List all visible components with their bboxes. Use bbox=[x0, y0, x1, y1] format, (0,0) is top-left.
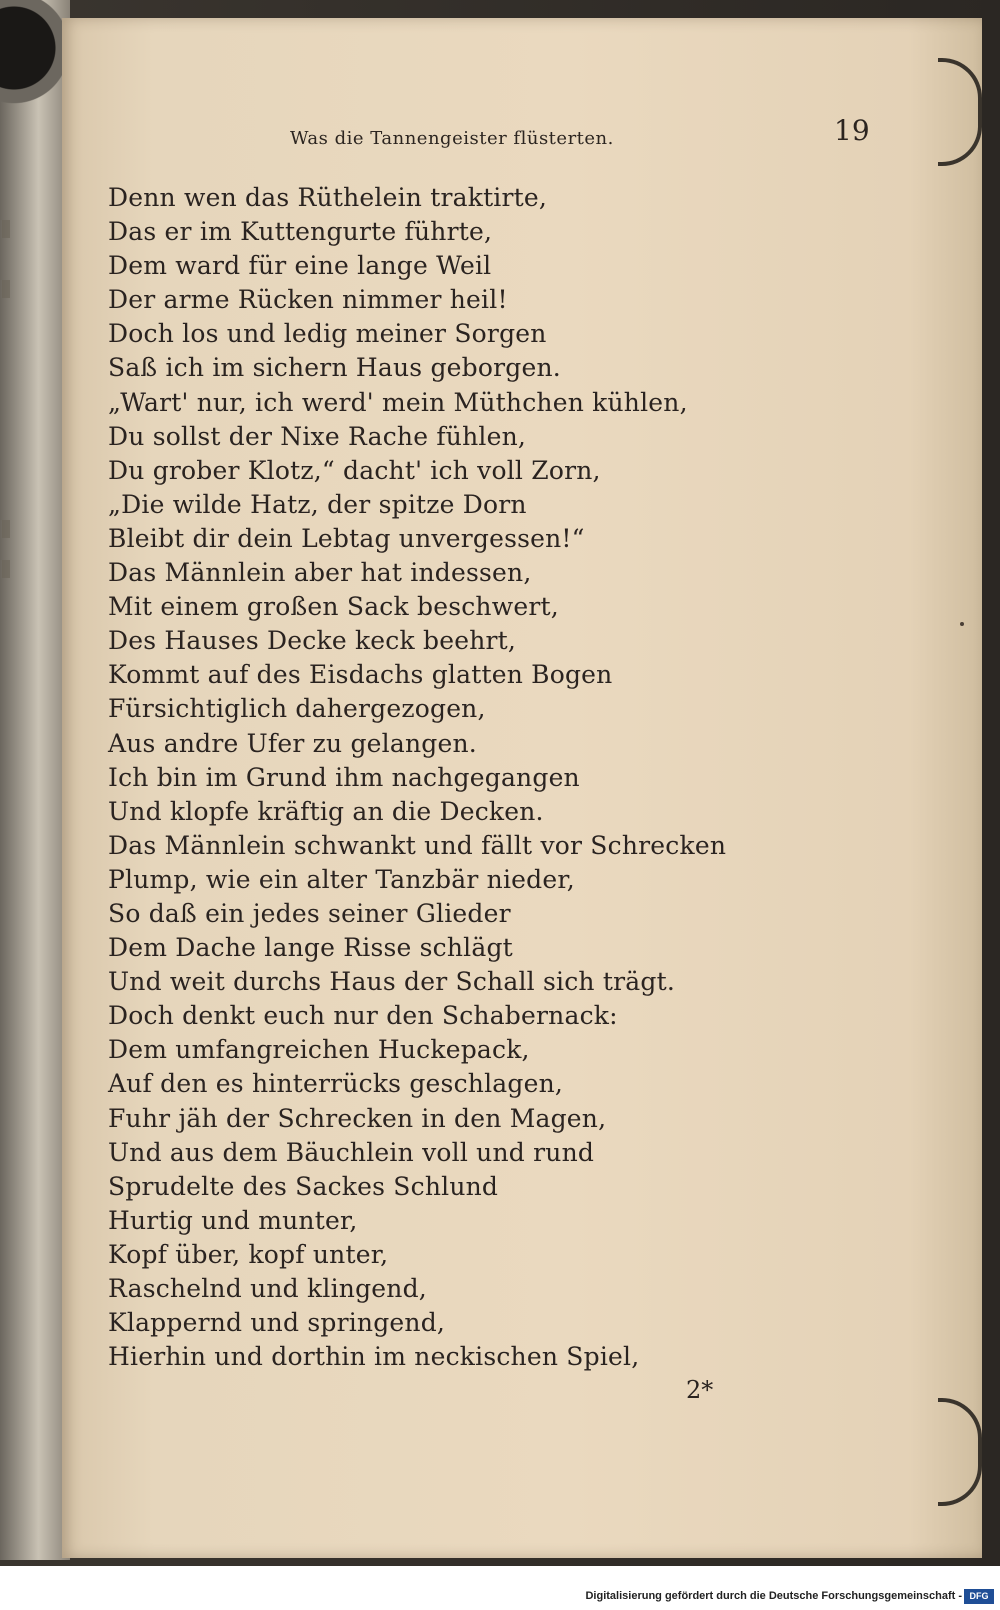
poem-line: Dem Dache lange Risse schlägt bbox=[108, 933, 513, 963]
dfg-logo: DFG bbox=[964, 1589, 994, 1604]
poem-line: „Die wilde Hatz, der spitze Dorn bbox=[108, 489, 527, 519]
poem-line: Dem ward für eine lange Weil bbox=[108, 251, 492, 281]
footer-bar bbox=[0, 1566, 1000, 1610]
poem-line: Der arme Rücken nimmer heil! bbox=[108, 285, 508, 315]
poem-line: Plump, wie ein alter Tanzbär nieder, bbox=[108, 864, 575, 894]
clip-top bbox=[938, 58, 982, 166]
poem-line: Aus andre Ufer zu gelangen. bbox=[108, 728, 477, 758]
poem-line: Des Hauses Decke keck beehrt, bbox=[108, 626, 517, 656]
poem-line: Saß ich im sichern Haus geborgen. bbox=[108, 353, 561, 383]
poem-line: Sprudelte des Sackes Schlund bbox=[108, 1171, 499, 1201]
poem-line: Das er im Kuttengurte führte, bbox=[108, 217, 493, 247]
poem-line: Und klopfe kräftig an die Decken. bbox=[108, 796, 544, 826]
poem-line: Und aus dem Bäuchlein voll und rund bbox=[108, 1137, 595, 1167]
poem-line: Doch denkt euch nur den Schabernack: bbox=[108, 1001, 618, 1031]
signature-mark: 2* bbox=[686, 1376, 714, 1404]
poem-text bbox=[108, 181, 726, 1374]
poem-line: Ich bin im Grund ihm nachgegangen bbox=[108, 762, 580, 792]
poem-line: Raschelnd und klingend, bbox=[108, 1274, 427, 1303]
clip-bottom bbox=[938, 1398, 982, 1506]
poem-line: Denn wen das Rüthelein traktirte, bbox=[108, 183, 548, 212]
running-header: Was die Tannengeister flüsterten. bbox=[290, 128, 614, 149]
poem-line: Doch los und ledig meiner Sorgen bbox=[108, 319, 547, 349]
poem-line: Du grober Klotz,“ dacht' ich voll Zorn, bbox=[108, 455, 601, 485]
poem-line: Hurtig und munter, bbox=[108, 1205, 358, 1235]
page-number: 19 bbox=[834, 114, 870, 147]
poem-line: Bleibt dir dein Lebtag unvergessen!“ bbox=[108, 523, 585, 553]
poem-line: Das Männlein schwankt und fällt vor Schrecken bbox=[108, 830, 727, 860]
poem-line: Und weit durchs Haus der Schall sich trägt. bbox=[108, 967, 675, 997]
poem-line: „Wart' nur, ich werd' mein Müthchen kühlen, bbox=[108, 387, 688, 417]
poem-line: Hierhin und dorthin im neckischen Spiel, bbox=[108, 1342, 640, 1372]
poem-line: Mit einem großen Sack beschwert, bbox=[108, 592, 559, 622]
funding-credit: Digitalisierung gefördert durch die Deutsche Forschungsgemeinschaft - bbox=[585, 1590, 962, 1602]
poem-line: Fürsichtiglich dahergezogen, bbox=[108, 694, 486, 724]
poem-line: Auf den es hinterrücks geschlagen, bbox=[108, 1069, 564, 1099]
poem-line: So daß ein jedes seiner Glieder bbox=[108, 898, 511, 928]
poem-line: Kopf über, kopf unter, bbox=[108, 1239, 389, 1269]
poem-line: Du sollst der Nixe Rache fühlen, bbox=[108, 421, 527, 451]
poem-line: Klappernd und springend, bbox=[108, 1308, 446, 1338]
poem-line: Dem umfangreichen Huckepack, bbox=[108, 1035, 530, 1065]
ink-speck bbox=[960, 622, 964, 626]
poem-line: Kommt auf des Eisdachs glatten Bogen bbox=[108, 660, 613, 690]
poem-line: Das Männlein aber hat indessen, bbox=[108, 558, 532, 588]
poem-line: Fuhr jäh der Schrecken in den Magen, bbox=[108, 1103, 607, 1133]
margin-marks bbox=[0, 220, 20, 620]
binding-ring bbox=[0, 0, 70, 120]
